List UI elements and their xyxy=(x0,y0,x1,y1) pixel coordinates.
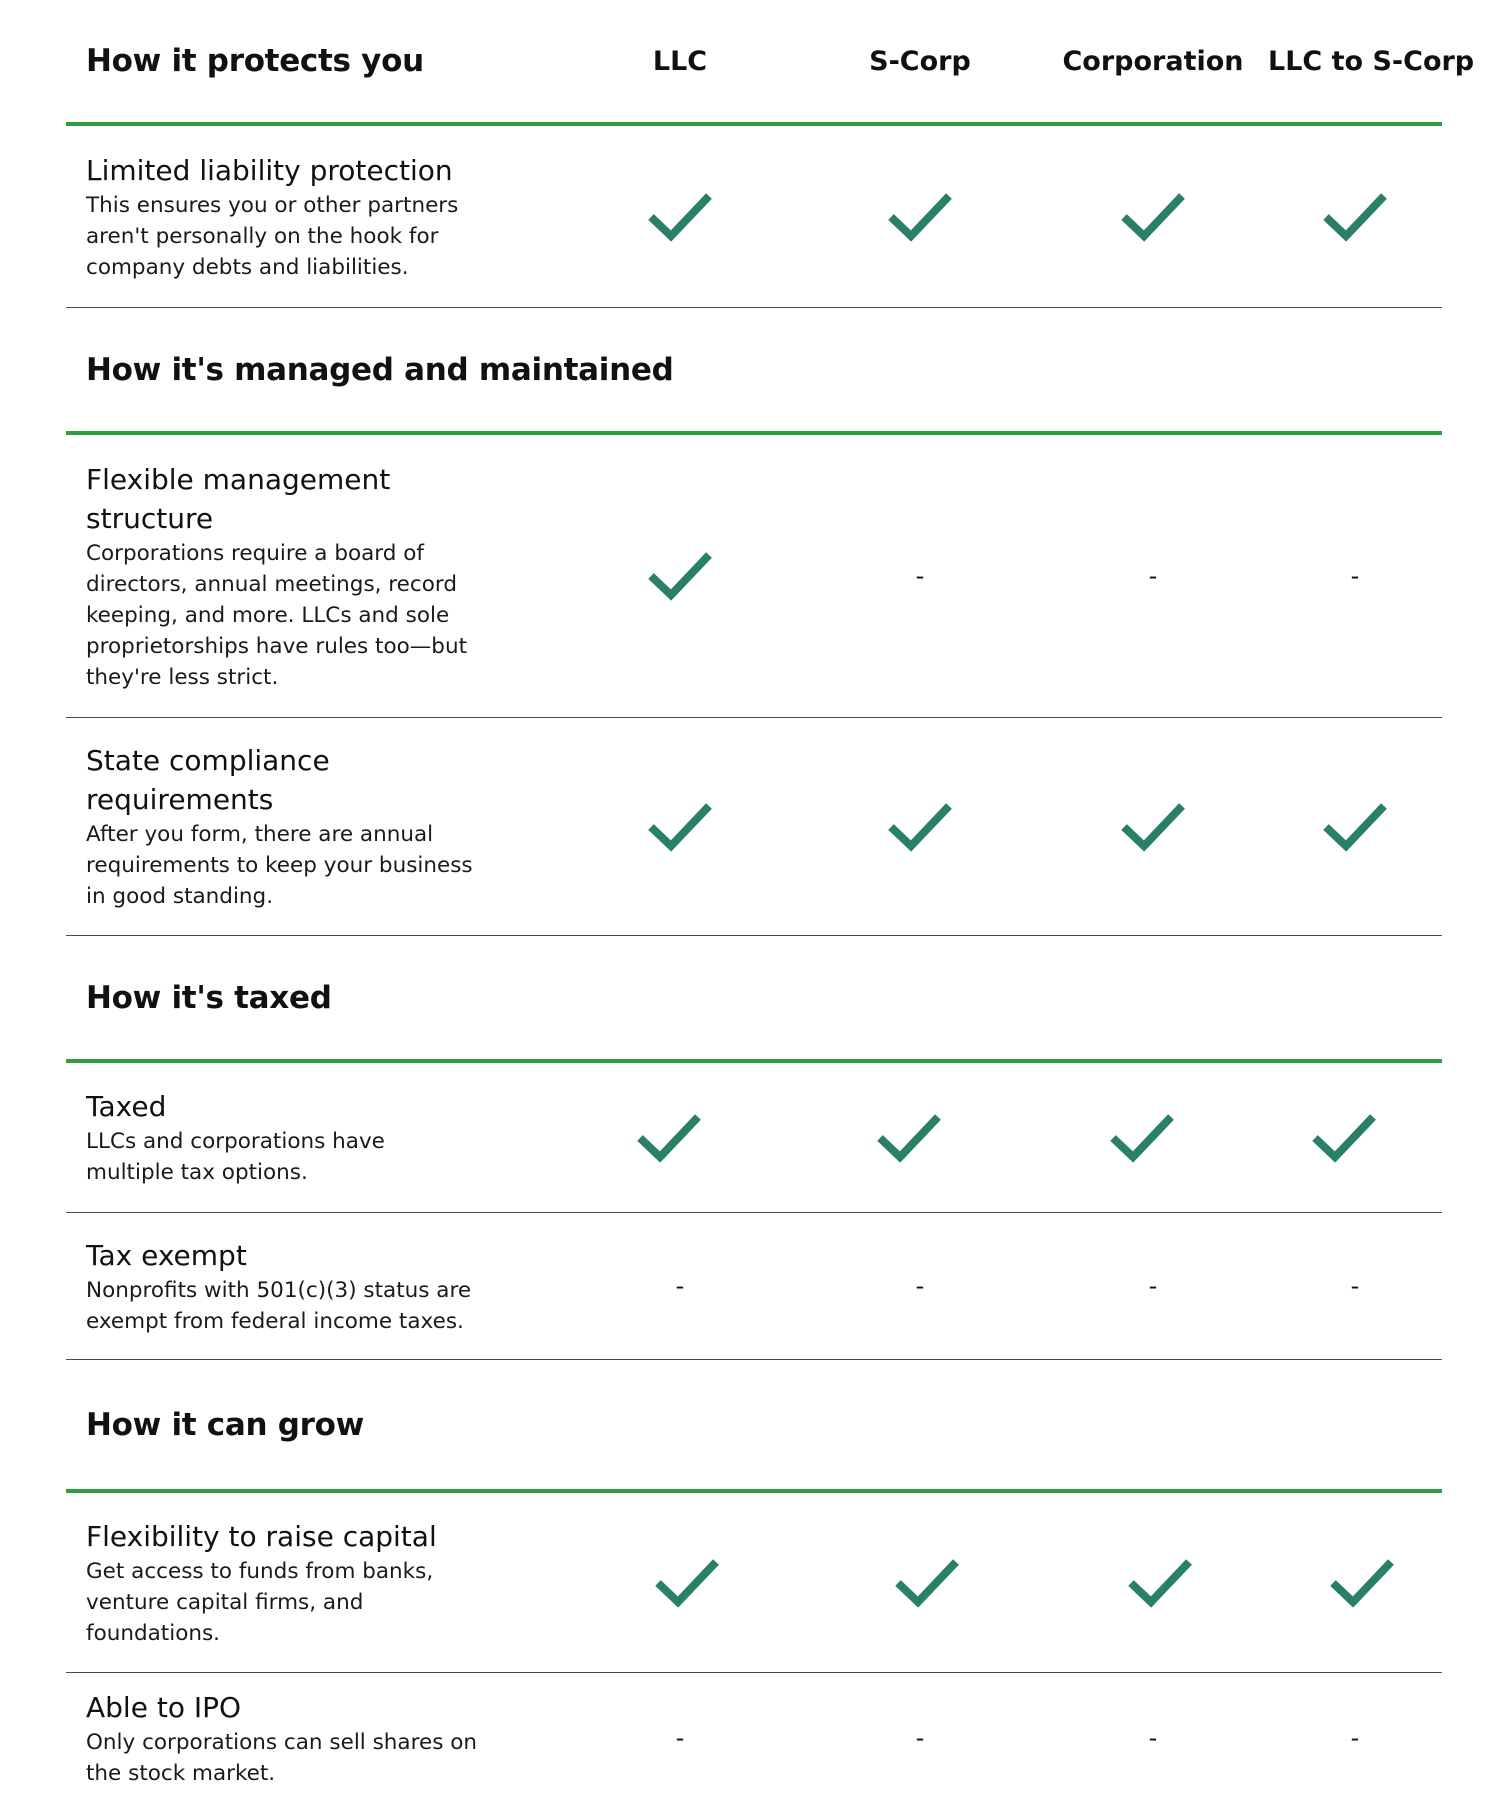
section-title: How it's taxed xyxy=(86,979,332,1016)
feature-cell xyxy=(66,1517,558,1649)
not-applicable-dash: - xyxy=(915,562,925,590)
column-header-corporation xyxy=(1038,46,1268,77)
feature-title: Taxed xyxy=(86,1090,167,1123)
feature-description: After you form, there are annual requirements to keep your business in good standing. xyxy=(86,822,473,909)
not-applicable-dash: - xyxy=(1148,1272,1158,1300)
mark-cell xyxy=(1268,562,1442,590)
mark-cell xyxy=(558,799,802,855)
section-header-taxed xyxy=(66,936,1442,1063)
checkmark-icon xyxy=(645,189,715,245)
feature-description: This ensures you or other partners aren't personally on the hook for company debts and liabilities. xyxy=(86,192,459,280)
mark-cell xyxy=(802,1272,1038,1300)
feature-title: Flexible management structure xyxy=(86,462,391,535)
feature-title: Able to IPO xyxy=(86,1690,242,1724)
section-title-cell xyxy=(66,1407,866,1443)
feature-cell xyxy=(66,1688,558,1789)
not-applicable-dash: - xyxy=(1350,1272,1360,1300)
mark-cell xyxy=(558,1555,802,1611)
feature-cell xyxy=(66,1087,558,1188)
table-row-limited-liability xyxy=(66,126,1442,308)
checkmark-icon xyxy=(885,799,955,855)
section-title-cell xyxy=(66,352,866,388)
table-row-taxed xyxy=(66,1063,1442,1213)
column-header-label: LLC to S-Corp xyxy=(1268,45,1475,77)
mark-cell xyxy=(802,1724,1038,1752)
section-header-grow xyxy=(66,1360,1442,1493)
checkmark-icon xyxy=(892,1555,962,1611)
mark-cell xyxy=(1038,1272,1268,1300)
not-applicable-dash: - xyxy=(675,1724,685,1752)
mark-cell xyxy=(802,799,1038,855)
mark-cell xyxy=(558,1272,802,1300)
not-applicable-dash: - xyxy=(915,1724,925,1752)
mark-cell xyxy=(558,548,802,604)
checkmark-icon xyxy=(1320,799,1390,855)
section-title-cell xyxy=(66,43,558,79)
mark-cell xyxy=(1038,1555,1268,1611)
mark-cell xyxy=(1268,1110,1442,1166)
section-title: How it's managed and maintained xyxy=(86,351,674,388)
checkmark-icon xyxy=(1320,189,1390,245)
mark-cell xyxy=(1038,799,1268,855)
feature-title: State compliance requirements xyxy=(86,744,330,816)
not-applicable-dash: - xyxy=(1350,1724,1360,1752)
mark-cell xyxy=(1268,189,1442,245)
feature-description: Nonprofits with 501(c)(3) status are exempt from federal income taxes. xyxy=(86,1277,472,1334)
feature-cell xyxy=(66,151,558,283)
mark-cell xyxy=(802,1110,1038,1166)
column-header-llc xyxy=(558,46,802,77)
mark-cell xyxy=(558,189,802,245)
column-header-llc-to-s-corp xyxy=(1268,45,1475,77)
table-row-ipo xyxy=(66,1673,1442,1803)
column-header-label: LLC xyxy=(652,45,708,77)
not-applicable-dash: - xyxy=(915,1272,925,1300)
feature-title: Tax exempt xyxy=(86,1238,247,1272)
section-header-managed xyxy=(66,308,1442,435)
feature-description: Get access to funds from banks, venture capital firms, and foundations. xyxy=(86,1558,434,1646)
checkmark-icon xyxy=(1125,1555,1195,1611)
checkmark-icon xyxy=(885,189,955,245)
mark-cell xyxy=(1268,1555,1442,1611)
mark-cell xyxy=(1268,799,1442,855)
section-title: How it protects you xyxy=(86,43,424,79)
column-header-label: Corporation xyxy=(1062,45,1244,77)
feature-description: Only corporations can sell shares on the stock market. xyxy=(86,1729,478,1786)
section-title-cell xyxy=(66,980,866,1016)
section-title: How it can grow xyxy=(86,1406,364,1443)
checkmark-icon xyxy=(1327,1555,1397,1611)
not-applicable-dash: - xyxy=(1148,1724,1158,1752)
feature-description: Corporations require a board of directors, annual meetings, record keeping, and more. LLCs and sole proprietorships have rules too—but they're less strict. xyxy=(86,540,467,690)
mark-cell xyxy=(558,1724,802,1752)
not-applicable-dash: - xyxy=(1148,562,1158,590)
checkmark-icon xyxy=(1118,799,1188,855)
mark-cell xyxy=(1268,1724,1442,1752)
feature-title: Flexibility to raise capital xyxy=(86,1519,437,1553)
mark-cell xyxy=(1038,189,1268,245)
not-applicable-dash: - xyxy=(675,1272,685,1300)
mark-cell xyxy=(1038,1110,1268,1166)
feature-cell xyxy=(66,1236,558,1337)
table-row-tax-exempt xyxy=(66,1213,1442,1360)
checkmark-icon xyxy=(1309,1110,1379,1166)
column-header-label: S-Corp xyxy=(869,45,971,77)
not-applicable-dash: - xyxy=(1350,562,1360,590)
mark-cell xyxy=(1268,1272,1442,1300)
mark-cell xyxy=(558,1110,802,1166)
checkmark-icon xyxy=(1107,1110,1177,1166)
checkmark-icon xyxy=(634,1110,704,1166)
table-row-state-compliance xyxy=(66,718,1442,936)
table-row-flexible-management xyxy=(66,435,1442,718)
column-header-s-corp xyxy=(802,46,1038,77)
checkmark-icon xyxy=(645,799,715,855)
table-row-raise-capital xyxy=(66,1493,1442,1673)
feature-description: LLCs and corporations have multiple tax options. xyxy=(86,1129,385,1185)
comparison-table xyxy=(66,0,1475,1803)
mark-cell xyxy=(802,562,1038,590)
feature-title: Limited liability protection xyxy=(86,153,453,187)
mark-cell xyxy=(802,189,1038,245)
checkmark-icon xyxy=(645,548,715,604)
mark-cell xyxy=(1038,562,1268,590)
mark-cell xyxy=(802,1555,1038,1611)
mark-cell xyxy=(1038,1724,1268,1752)
feature-cell xyxy=(66,460,558,693)
checkmark-icon xyxy=(652,1555,722,1611)
section-header-protection xyxy=(66,0,1475,126)
checkmark-icon xyxy=(1118,189,1188,245)
checkmark-icon xyxy=(874,1110,944,1166)
feature-cell xyxy=(66,741,558,912)
